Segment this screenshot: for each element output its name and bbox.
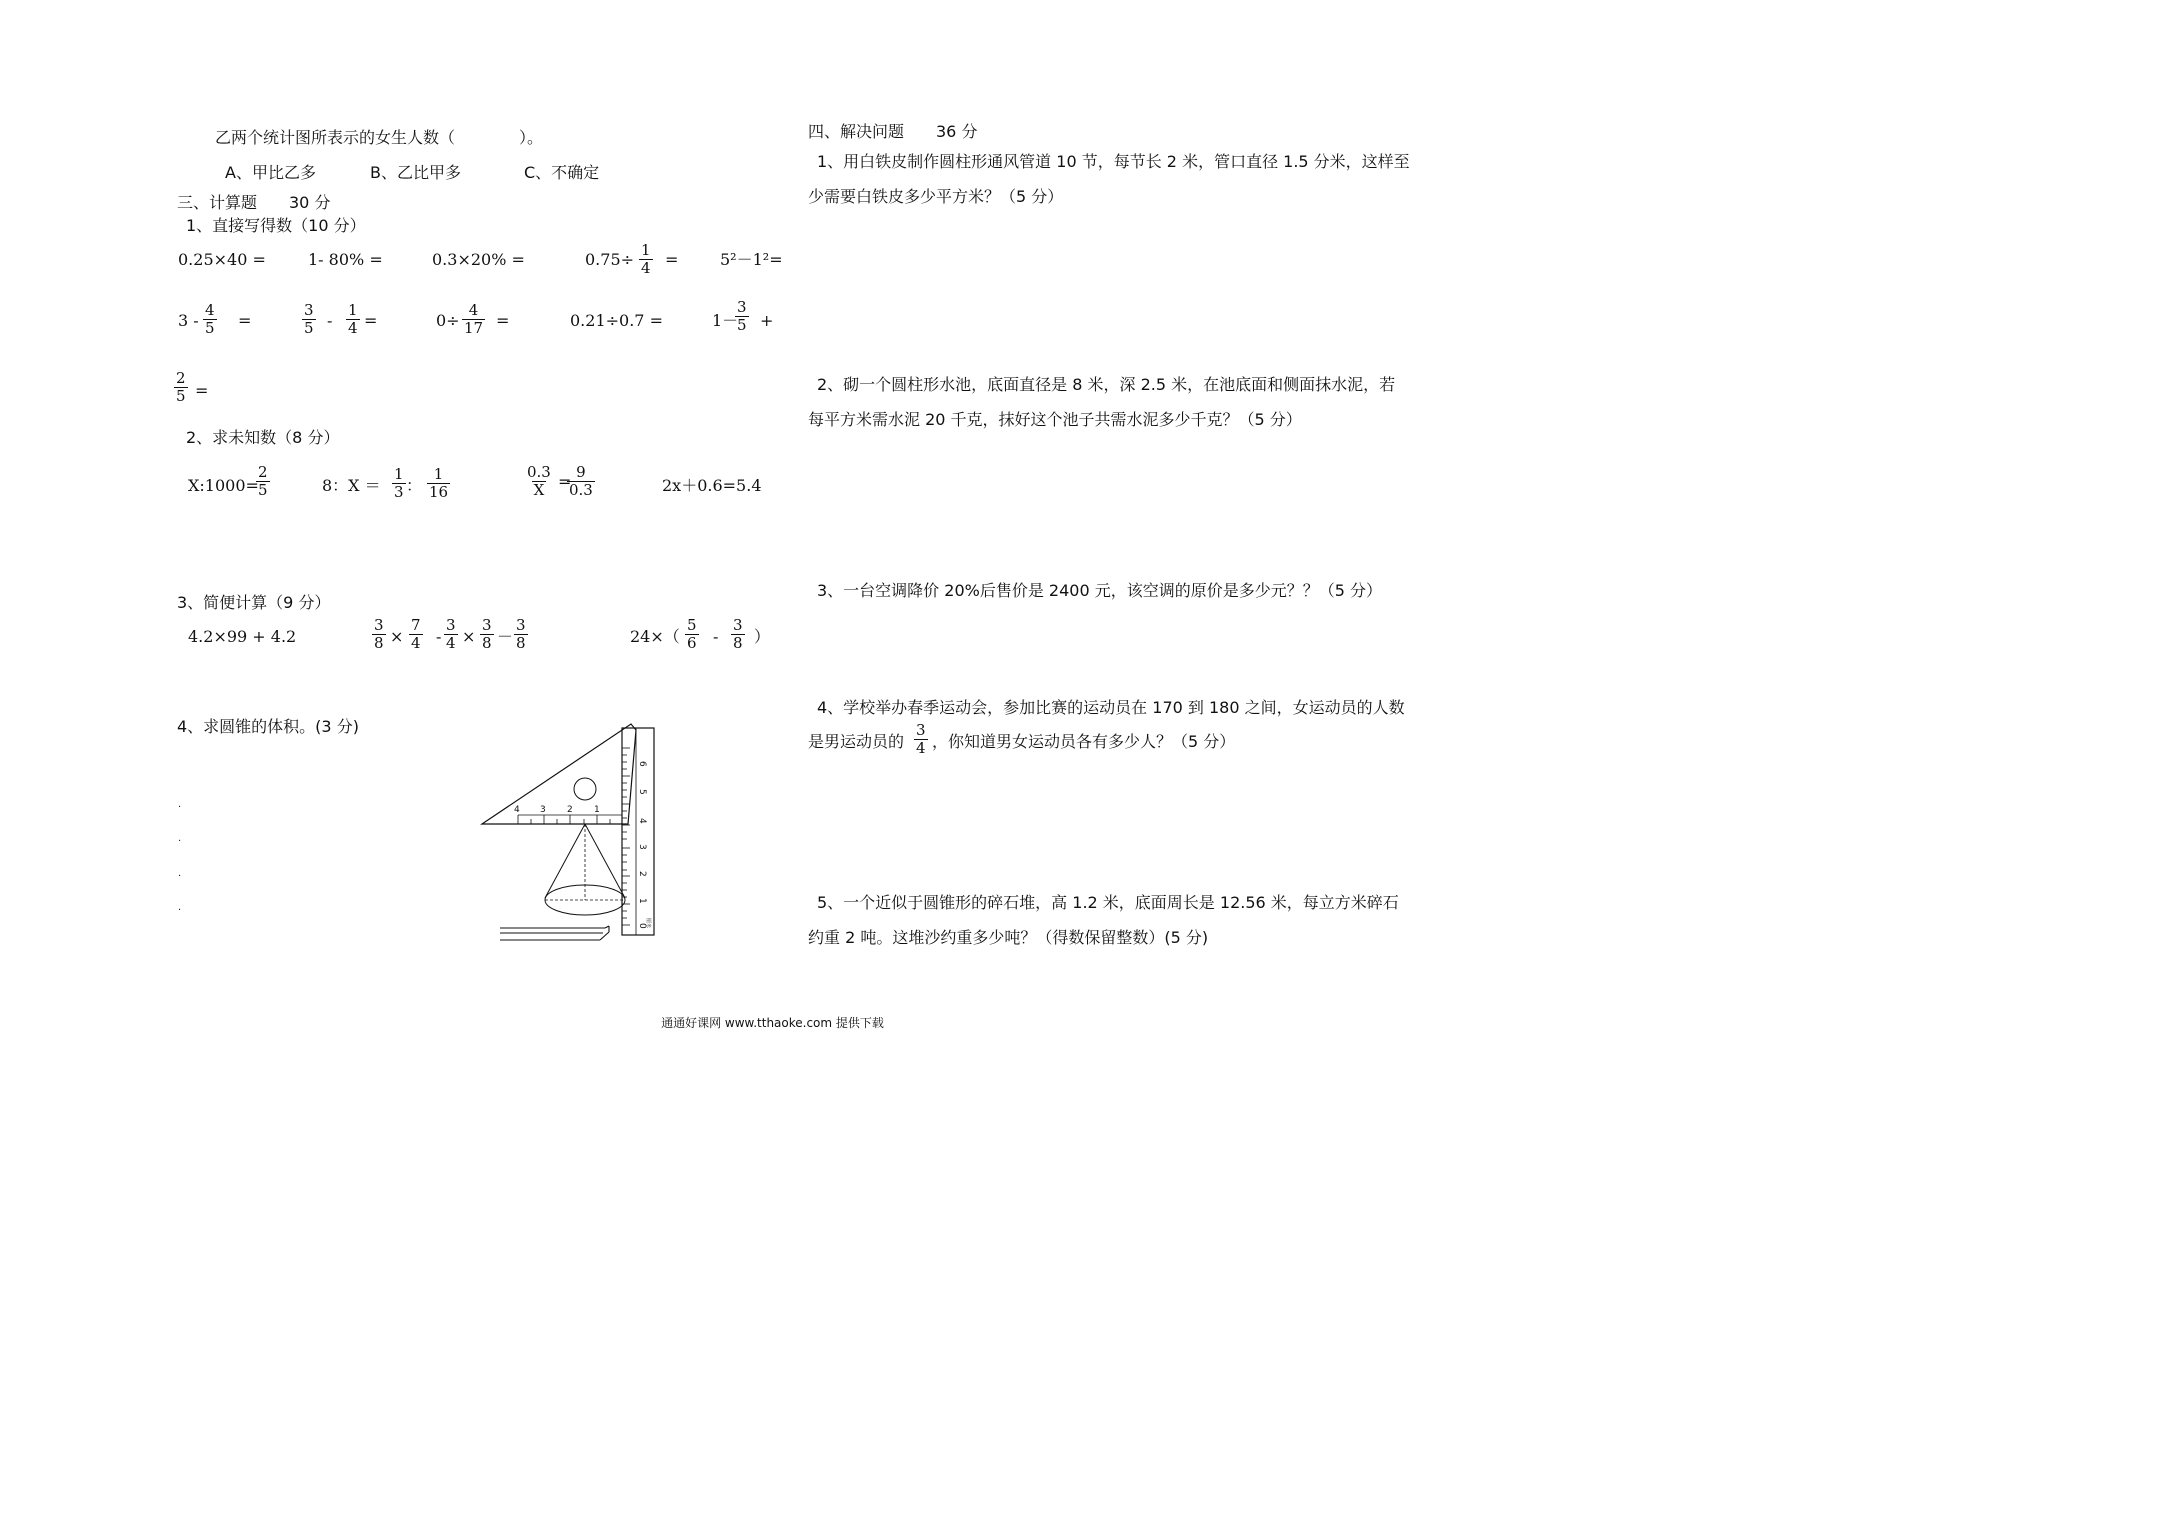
ruler-tick-label: 6 <box>637 761 647 767</box>
simplify-3-fraction-b <box>731 617 745 652</box>
numerator: 3 <box>516 616 526 634</box>
expr-2-3-prefix: 0÷ <box>436 311 460 330</box>
denominator: 5 <box>176 387 186 405</box>
numerator: 0.3 <box>527 463 551 481</box>
simplify-2-fraction-2 <box>409 617 423 652</box>
expr-2-2-operator: - <box>327 311 333 330</box>
numerator: 3 <box>374 616 384 634</box>
problem-1-line-1: 1、用白铁皮制作圆柱形通风管道 10 节，每节长 2 米，管口直径 1.5 分米，这样至 <box>817 152 1410 171</box>
numerator: 5 <box>687 616 697 634</box>
set-square <box>482 724 636 824</box>
problem-4-line-2-prefix: 是男运动员的 <box>808 732 905 751</box>
option-c: C、不确定 <box>524 163 600 182</box>
denominator: 17 <box>464 319 484 337</box>
denominator: 5 <box>304 319 314 337</box>
simplify-2-fraction-4 <box>480 617 494 652</box>
ruler-tick-label: 1 <box>637 898 647 904</box>
denominator: 8 <box>374 634 384 652</box>
triangle-tick-label: 3 <box>540 805 546 815</box>
cone-measurement-figure <box>478 718 668 948</box>
ruler-tick-label: 4 <box>637 818 647 824</box>
equation-2-fraction-a <box>392 466 406 501</box>
ruler-tick-label: 5 <box>637 789 647 795</box>
carry-over-line: 乙两个统计图所表示的女生人数（ ）。 <box>215 128 544 147</box>
triangle-hole <box>574 778 596 800</box>
simplify-2-fraction-5 <box>514 617 528 652</box>
numerator: 3 <box>482 616 492 634</box>
problem-2-line-1: 2、砌一个圆柱形水池，底面直径是 8 米，深 2.5 米，在池底面和侧面抹水泥，若 <box>817 375 1396 394</box>
problem-4-line-1: 4、学校举办春季运动会，参加比赛的运动员在 170 到 180 之间，女运动员的人数 <box>817 698 1405 717</box>
expr-2-5-continued-suffix: = <box>195 381 209 400</box>
q1-title: 1、直接写得数（10 分） <box>186 216 366 235</box>
page-footer: 通通好课网 www.tthaoke.com 提供下载 <box>661 1016 884 1030</box>
expr-1-4-prefix: 0.75÷ <box>585 250 635 269</box>
simplify-2-operator-2: - <box>436 627 442 646</box>
expr-2-5-continued-fraction <box>174 370 188 405</box>
dot-mark: . <box>178 833 182 844</box>
expr-2-5-prefix: 1－ <box>712 311 739 330</box>
section-3-title: 三、计算题 30 分 <box>177 193 331 212</box>
cone-shape <box>545 824 625 915</box>
numerator: 1 <box>433 465 444 483</box>
denominator: 8 <box>516 634 526 652</box>
expr-2-1-fraction <box>203 302 217 337</box>
expr-1-2: 1- 80% = <box>308 250 383 269</box>
simplify-3-fraction-a <box>685 617 699 652</box>
problem-5-line-2: 约重 2 吨。这堆沙约重多少吨？（得数保留整数）(5 分) <box>808 928 1209 947</box>
simplify-3-suffix: ） <box>754 627 771 646</box>
numerator: 1 <box>348 301 358 319</box>
equation-3-fraction-a <box>525 464 553 499</box>
equation-2-colon: ： <box>406 476 423 495</box>
expr-2-1-suffix: = <box>238 311 252 330</box>
expr-1-3: 0.3×20% = <box>432 250 525 269</box>
numerator: 4 <box>468 301 479 319</box>
expr-2-3-suffix: = <box>496 311 510 330</box>
expr-2-4: 0.21÷0.7 = <box>570 311 663 330</box>
expr-2-2-fraction-b <box>346 302 360 337</box>
expr-2-5-fraction <box>735 299 749 334</box>
dot-mark: . <box>178 799 182 810</box>
expr-2-3-fraction <box>462 302 485 337</box>
equation-2-prefix: 8：X ＝ <box>322 476 381 495</box>
problem-1-line-2: 少需要白铁皮多少平方米？（5 分） <box>808 187 1064 206</box>
denominator: 4 <box>446 634 456 652</box>
numerator: 7 <box>411 616 421 634</box>
numerator: 3 <box>916 721 926 739</box>
expr-2-5-suffix: + <box>760 311 774 330</box>
numerator: 2 <box>258 463 268 481</box>
problem-4-line-2-suffix: ，你知道男女运动员各有多少人？（5 分） <box>932 732 1236 751</box>
numerator: 3 <box>737 298 747 316</box>
expr-2-1-prefix: 3 - <box>178 311 199 330</box>
dot-mark: . <box>178 868 182 879</box>
q4-title: 4、求圆锥的体积。(3 分) <box>177 717 359 736</box>
simplify-2-operator-1: × <box>390 627 404 646</box>
numerator: 3 <box>304 301 314 319</box>
numerator: 4 <box>205 301 215 319</box>
option-a: A、甲比乙多 <box>225 163 316 182</box>
problem-2-line-2: 每平方米需水泥 20 千克，抹好这个池子共需水泥多少千克？（5 分） <box>808 410 1302 429</box>
equation-3-fraction-b <box>567 464 595 499</box>
ruler-tick-label: 2 <box>637 871 647 877</box>
denominator: 16 <box>429 483 449 501</box>
numerator: 9 <box>576 463 586 481</box>
equation-3-equals: = <box>558 472 572 491</box>
denominator: 8 <box>733 634 743 652</box>
expr-1-4-fraction <box>639 242 653 277</box>
ruler-tick-label: 3 <box>637 844 647 850</box>
expr-2-2-fraction-a <box>302 302 316 337</box>
dot-mark: . <box>178 902 182 913</box>
numerator: 1 <box>641 241 651 259</box>
expr-1-4-suffix: = <box>665 250 679 269</box>
option-b: B、乙比甲多 <box>370 163 461 182</box>
simplify-2-operator-3: × <box>462 627 476 646</box>
base-board <box>500 926 609 940</box>
numerator: 1 <box>394 465 404 483</box>
denominator: 6 <box>687 634 697 652</box>
numerator: 3 <box>733 616 743 634</box>
expr-1-1: 0.25×40 = <box>178 250 266 269</box>
denominator: 8 <box>482 634 492 652</box>
simplify-2-fraction-1 <box>372 617 386 652</box>
simplify-1: 4.2×99 + 4.2 <box>188 627 297 646</box>
q2-title: 2、求未知数（8 分） <box>186 428 340 447</box>
denominator: 4 <box>411 634 421 652</box>
expr-2-2-suffix: = <box>364 311 378 330</box>
q3-title: 3、简便计算（9 分） <box>177 593 331 612</box>
denominator: 0.3 <box>569 481 593 499</box>
simplify-2-operator-4: － <box>497 627 514 646</box>
equation-1-prefix: X:1000= <box>188 476 259 495</box>
problem-4-fraction <box>914 722 928 757</box>
denominator: 4 <box>916 739 926 757</box>
problem-5-line-1: 5、一个近似于圆锥形的碎石堆，高 1.2 米，底面周长是 12.56 米，每立方米碎石 <box>817 893 1399 912</box>
equation-1-fraction <box>256 464 270 499</box>
simplify-3-prefix: 24×（ <box>630 627 680 646</box>
triangle-tick-label: 2 <box>567 805 573 815</box>
denominator: 4 <box>641 259 651 277</box>
denominator: 5 <box>737 316 747 334</box>
section-4-title: 四、解决问题 36 分 <box>808 122 978 141</box>
triangle-tick-label: 1 <box>594 805 600 815</box>
denominator: X <box>533 481 545 499</box>
ruler-tick-label: 0 <box>637 923 647 929</box>
simplify-3-operator: - <box>713 627 719 646</box>
simplify-2-fraction-3 <box>444 617 458 652</box>
equation-2-fraction-b <box>427 466 450 501</box>
denominator: 4 <box>348 319 358 337</box>
numerator: 3 <box>446 616 456 634</box>
denominator: 5 <box>205 319 215 337</box>
expr-1-5: 5²－1²= <box>720 250 783 269</box>
denominator: 5 <box>258 481 268 499</box>
equation-4: 2x＋0.6=5.4 <box>662 476 762 495</box>
ruler-unit-label: 厘米 <box>645 918 651 929</box>
triangle-tick-label: 4 <box>514 805 520 815</box>
numerator: 2 <box>176 369 186 387</box>
denominator: 3 <box>394 483 404 501</box>
problem-3-line-1: 3、一台空调降价 20%后售价是 2400 元，该空调的原价是多少元？？（5 分） <box>817 581 1382 600</box>
